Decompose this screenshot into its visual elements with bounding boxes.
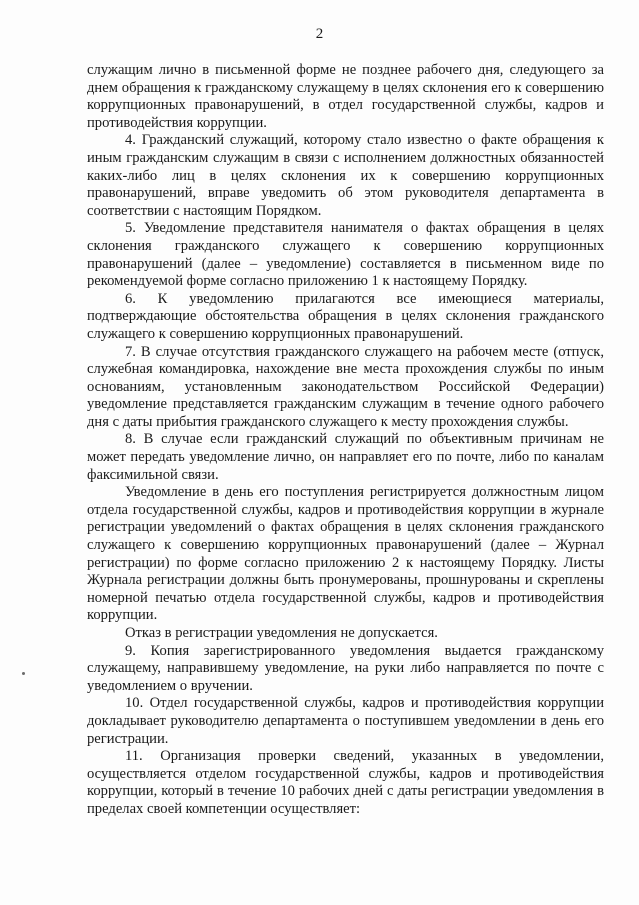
paragraph-item-4: 4. Гражданский служащий, которому стало известно о факте обращения к иным гражданским служащим в связи с исполнением должностных обязанностей каких-либо лиц в целях склонения их к совершению коррупционных правонарушений, вправе уведомить об этом руководителя департамента в соответствии с настоящим Порядком.	[87, 132, 604, 219]
paragraph-continuation: служащим лично в письменной форме не позднее рабочего дня, следующего за днем обращения к гражданскому служащему в целях склонения его к совершению коррупционных правонарушений, в отдел государственной службы, кадров и противодействия коррупции.	[87, 62, 604, 131]
paragraph-item-11: 11. Организация проверки сведений, указанных в уведомлении, осуществляется отделом государственной службы, кадров и противодействия коррупции, который в течение 10 рабочих дней с даты регистрации уведомления в пределах своей компетенции осуществляет:	[87, 748, 604, 817]
paragraph-item-6: 6. К уведомлению прилагаются все имеющиеся материалы, подтверждающие обстоятельства обращения в целях склонения гражданского служащего к совершению коррупционных правонарушений.	[87, 290, 604, 342]
paragraph-item-5: 5. Уведомление представителя нанимателя о фактах обращения в целях склонения гражданского служащего к совершению коррупционных правонарушений (далее – уведомление) составляется в письменном виде по рекомендуемой форме согласно приложению 1 к настоящему Порядку.	[87, 220, 604, 290]
document-body	[87, 62, 604, 819]
paragraph-item-8: 8. В случае если гражданский служащий по объективным причинам не может передать уведомление лично, он направляет его по почте, либо по каналам факсимильной связи.	[87, 431, 604, 483]
paragraph-refusal: Отказ в регистрации уведомления не допускается.	[125, 625, 438, 641]
page-number: 2	[315, 26, 324, 42]
paragraph-registration: Уведомление в день его поступления регистрируется должностным лицом отдела государственной службы, кадров и противодействия коррупции в журнале регистрации уведомлений о фактах обращения в целях склонения гражданского служащего к совершению коррупционных правонарушений (далее – Журнал регистрации) по форме согласно приложению 2 к настоящему Порядку. Листы Журнала регистрации должны быть пронумерованы, прошнурованы и скреплены номерной печатью отдела государственной службы, кадров и противодействия коррупции.	[87, 484, 604, 624]
paragraph-item-7: 7. В случае отсутствия гражданского служащего на рабочем месте (отпуск, служебная командировка, нахождение вне места прохождения службы по иным основаниям, установленным законодательством Российской Федерации) уведомление представляется гражданским служащим в течение одного рабочего дня с даты прибытия гражданского служащего к месту прохождения службы.	[87, 343, 604, 430]
paragraph-item-10: 10. Отдел государственной службы, кадров и противодействия коррупции докладывает руководителю департамента о поступившем уведомлении в день его регистрации.	[87, 695, 604, 747]
paragraph-item-9: 9. Копия зарегистрированного уведомления выдается гражданскому служащему, направившему уведомление, на руки либо направляется по почте с уведомлением о вручении.	[87, 642, 604, 694]
scan-speck	[22, 672, 25, 675]
